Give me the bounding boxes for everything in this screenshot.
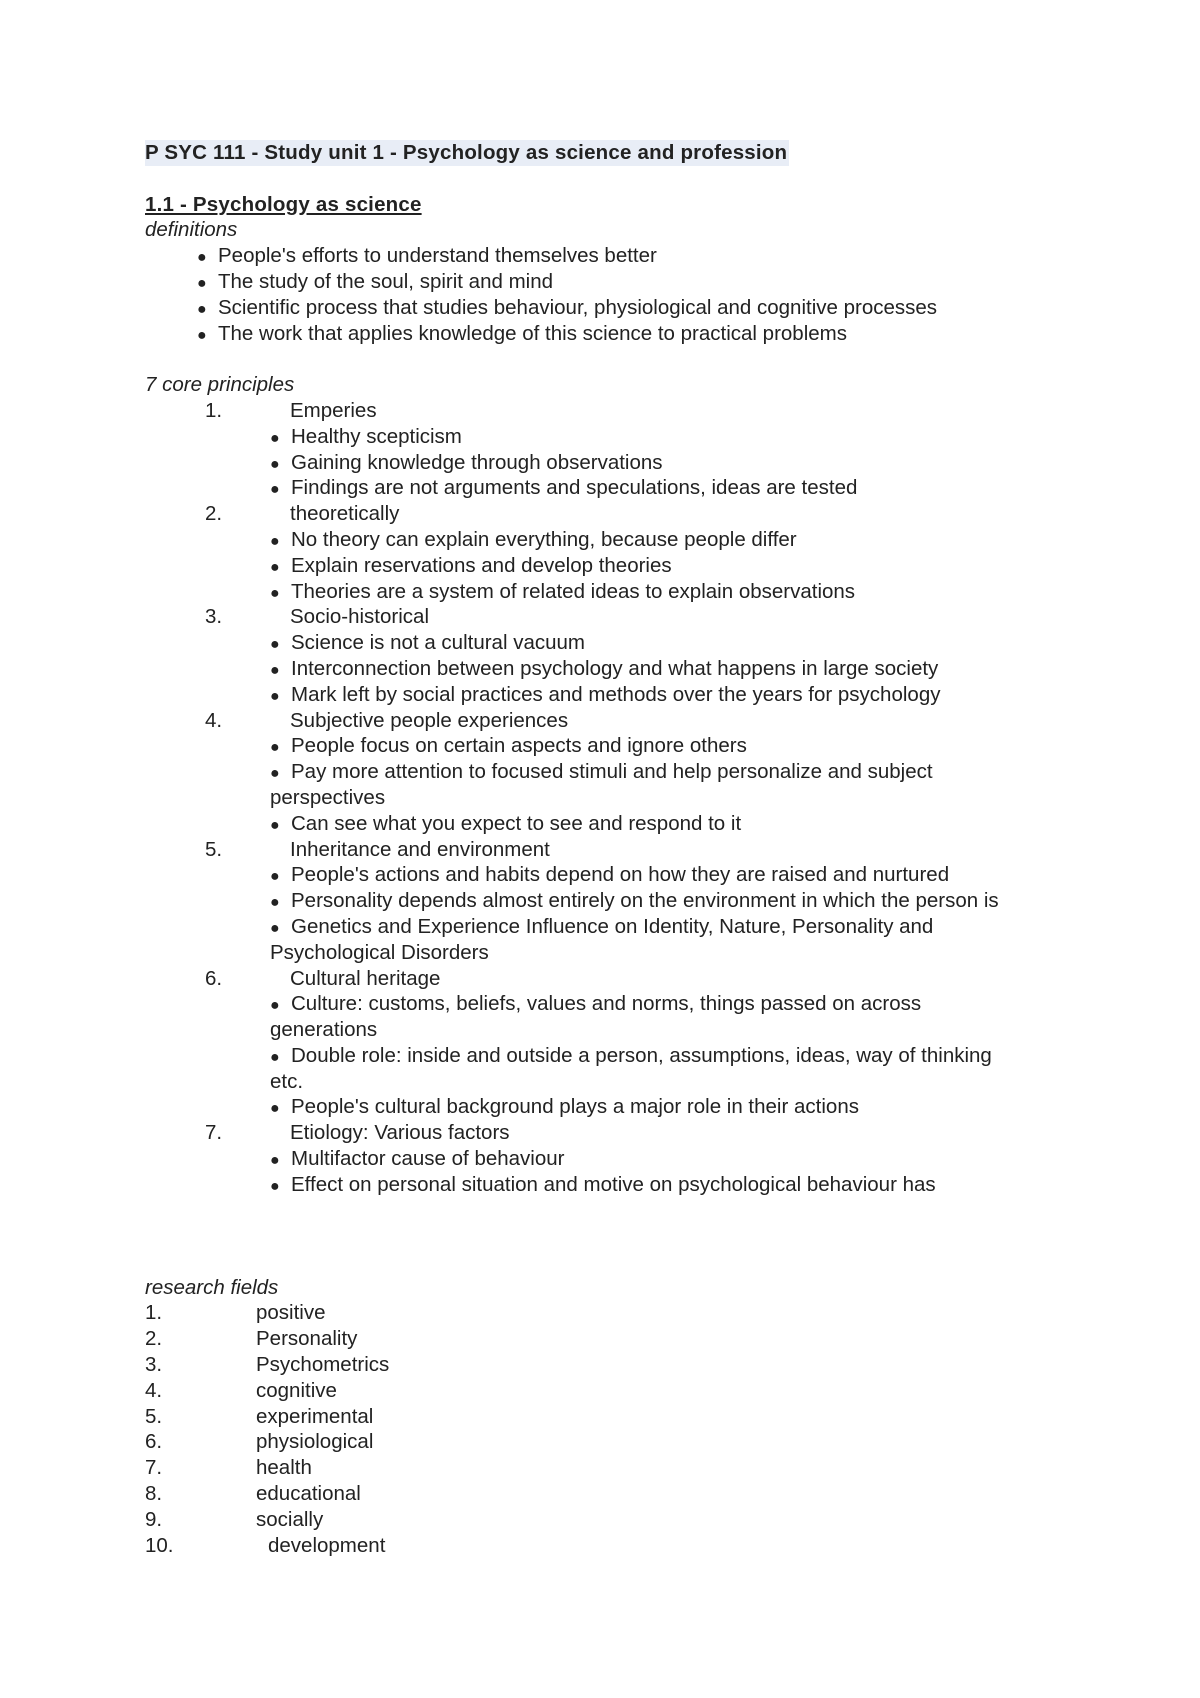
principle-heading: 2. theoretically [205, 502, 400, 526]
principle-heading: 3. Socio-historical [205, 605, 429, 629]
principle-bullet-continuation: Psychological Disorders [270, 940, 489, 964]
research-field-item: 10. development [145, 1533, 386, 1557]
principle-bullet: ● Interconnection between psychology and what happens in large society [145, 656, 1145, 682]
principle-heading: 6. Cultural heritage [205, 966, 441, 990]
principle-bullet: ● People's actions and habits depend on how they are raised and nurtured [145, 862, 1145, 888]
principle-heading: 1. Emperies [205, 398, 377, 422]
principle-bullet: ● Theories are a system of related ideas to explain observations [145, 579, 1145, 605]
research-field-item: 5. experimental [145, 1404, 374, 1428]
definition-item: ● Scientific process that studies behaviour, physiological and cognitive processes [145, 295, 1145, 321]
bullet-icon: ● [270, 455, 280, 473]
document-title: P SYC 111 - Study unit 1 - Psychology as science and profession [145, 141, 788, 164]
research-field-item: 3. Psychometrics [145, 1353, 390, 1377]
bullet-icon: ● [270, 1177, 280, 1195]
bullet-icon: ● [270, 584, 280, 602]
bullet-icon: ● [197, 326, 207, 344]
definition-item: ● People's efforts to understand themselves better [145, 243, 1145, 269]
principle-bullet-continuation: perspectives [270, 785, 386, 809]
definition-item: ● The work that applies knowledge of this science to practical problems [145, 321, 1145, 347]
spacer [145, 346, 1145, 372]
section-heading-line [145, 192, 1145, 218]
principle-bullet: ● Findings are not arguments and speculations, ideas are tested [145, 475, 1145, 501]
principle-bullet: ● Culture: customs, beliefs, values and norms, things passed on across [145, 991, 1145, 1017]
research-field-item: 9. socially [145, 1507, 324, 1531]
section-heading: 1.1 - Psychology as science [145, 192, 422, 216]
research-field-item: 8. educational [145, 1482, 361, 1506]
principle-bullet: ● Multifactor cause of behaviour [145, 1146, 1145, 1172]
research-field-item: 6. physiological [145, 1430, 374, 1454]
research-field-item: 2. Personality [145, 1327, 358, 1351]
bullet-icon: ● [270, 1100, 280, 1118]
bullet-icon: ● [270, 636, 280, 654]
research-field-item: 1. positive [145, 1301, 326, 1325]
document-page [145, 140, 1145, 1558]
definitions-label: definitions [145, 218, 238, 242]
bullet-icon: ● [270, 894, 280, 912]
definition-item: ● The study of the soul, spirit and mind [145, 269, 1145, 295]
principle-bullet-continuation: etc. [270, 1069, 304, 1093]
bullet-icon: ● [197, 274, 207, 292]
spacer [145, 166, 1145, 192]
bullet-icon: ● [270, 919, 280, 937]
principle-bullet: ● Healthy scepticism [145, 424, 1145, 450]
research-field-item: 7. health [145, 1456, 312, 1480]
bullet-icon: ● [270, 532, 280, 550]
spacer [145, 1198, 1145, 1275]
principle-bullet: ● Personality depends almost entirely on the environment in which the person is [145, 888, 1145, 914]
bullet-icon: ● [270, 429, 280, 447]
principle-bullet: ● Gaining knowledge through observations [145, 450, 1145, 476]
principle-bullet: ● Mark left by social practices and methods over the years for psychology [145, 682, 1145, 708]
principle-bullet: ● People's cultural background plays a major role in their actions [145, 1094, 1145, 1120]
bullet-icon: ● [270, 765, 280, 783]
principle-bullet: ● Double role: inside and outside a person, assumptions, ideas, way of thinking [145, 1043, 1145, 1069]
bullet-icon: ● [270, 1152, 280, 1170]
principle-bullet: ● People focus on certain aspects and ignore others [145, 733, 1145, 759]
principle-heading: 4. Subjective people experiences [205, 708, 569, 732]
principle-heading: 7. Etiology: Various factors [205, 1121, 510, 1145]
principle-bullet: ● Genetics and Experience Influence on Identity, Nature, Personality and [145, 914, 1145, 940]
principle-bullet: ● Effect on personal situation and motive on psychological behaviour has [145, 1172, 1145, 1198]
bullet-icon: ● [270, 558, 280, 576]
title-line [145, 140, 1145, 166]
bullet-icon: ● [270, 687, 280, 705]
principle-bullet: ● Explain reservations and develop theories [145, 553, 1145, 579]
bullet-icon: ● [270, 1048, 280, 1066]
bullet-icon: ● [197, 300, 207, 318]
principles-label: 7 core principles [145, 373, 295, 397]
principle-bullet: ● Can see what you expect to see and respond to it [145, 811, 1145, 837]
bullet-icon: ● [270, 481, 280, 499]
bullet-icon: ● [270, 868, 280, 886]
principle-bullet: ● Science is not a cultural vacuum [145, 630, 1145, 656]
bullet-icon: ● [270, 739, 280, 757]
principle-bullet: ● No theory can explain everything, because people differ [145, 527, 1145, 553]
bullet-icon: ● [270, 661, 280, 679]
principle-bullet: ● Pay more attention to focused stimuli and help personalize and subject [145, 759, 1145, 785]
bullet-icon: ● [197, 249, 207, 267]
research-fields-label: research fields [145, 1275, 279, 1299]
bullet-icon: ● [270, 816, 280, 834]
principle-bullet-continuation: generations [270, 1018, 378, 1042]
bullet-icon: ● [270, 997, 280, 1015]
principle-heading: 5. Inheritance and environment [205, 837, 550, 861]
research-field-item: 4. cognitive [145, 1378, 337, 1402]
